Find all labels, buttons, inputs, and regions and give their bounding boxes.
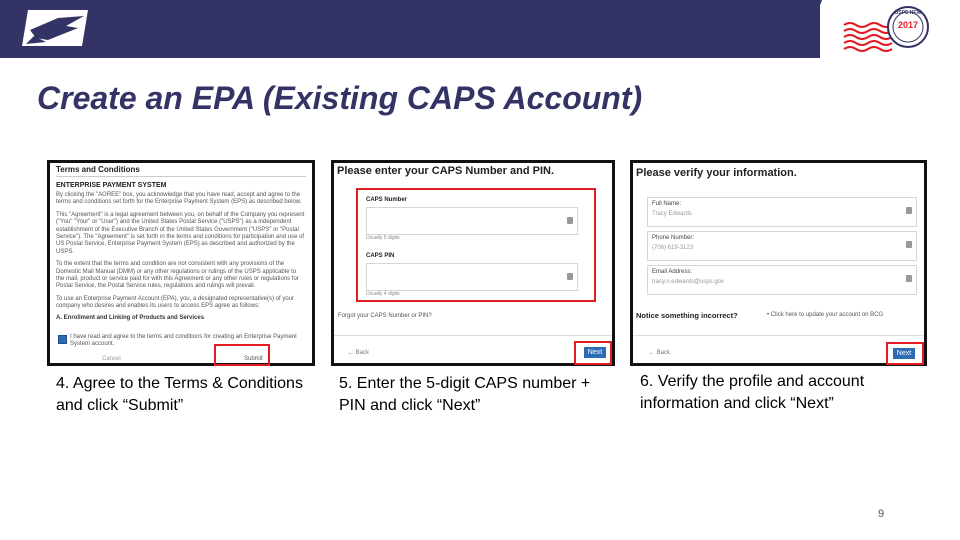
caps-back-button[interactable]: ← Back <box>348 350 370 356</box>
agree-checkbox[interactable] <box>58 335 67 344</box>
header-navy-slant <box>800 0 822 58</box>
terms-section-heading: A. Enrollment and Linking of Products and Services <box>56 314 205 321</box>
email-field <box>647 265 917 295</box>
full-name-field <box>647 197 917 227</box>
verify-form <box>641 193 917 303</box>
caps-footer-divider <box>334 335 612 336</box>
caption-step-4: 4. Agree to the Terms & Conditions and click “Submit” <box>56 375 303 414</box>
stamp-text: USPS NEW <box>894 10 922 16</box>
terms-para-2: This "Agreement" is a legal agreement between you, on behalf of the Company you represent ("You" "Your" or "User") and the United States Postal Service ("USPS") as a independent establishment of the Executive Branch of the United States Government ("USPS" or "Postal Service"). The "Agreement" is set forth in the terms and conditions for participation and use of US Postal Service, Enterprise Payment System (EPS) as described and authorized by the USPS. <box>56 211 305 255</box>
caps-pin-label: CAPS PIN <box>366 253 395 259</box>
terms-subheading: ENTERPRISE PAYMENT SYSTEM <box>56 182 167 189</box>
page-title: Create an EPA (Existing CAPS Account) <box>37 80 643 116</box>
phone-field <box>647 231 917 261</box>
cancel-button[interactable]: Cancel <box>102 356 121 362</box>
highlight-caps-next <box>574 341 612 365</box>
phone-value: (706) 619-3123 <box>652 245 694 251</box>
notice-text: Notice something incorrect? <box>636 311 738 320</box>
caption-step-5: 5. Enter the 5-digit CAPS number + PIN and click “Next” <box>339 375 591 414</box>
terms-divider <box>56 176 306 177</box>
lock-icon <box>906 241 912 248</box>
stamp-year: 2017 <box>897 20 919 30</box>
email-value: tracy.n.edwards@usps.gov <box>652 279 725 285</box>
highlight-caps-form <box>356 188 596 302</box>
caps-heading: Please enter your CAPS Number and PIN. <box>337 165 555 177</box>
verify-back-button[interactable]: ← Back <box>649 350 671 356</box>
screenshot-terms-panel <box>47 160 315 366</box>
caps-pin-hint: Usually 4 digits <box>366 291 400 297</box>
usps-eagle-logo-icon <box>18 6 90 52</box>
agree-checkbox-label: I have read and agree to the terms and conditions for creating an Enterprise Payment System account. <box>70 334 297 348</box>
phone-label: Phone Number: <box>652 235 695 241</box>
full-name-label: Full Name: <box>652 201 682 207</box>
terms-heading: Terms and Conditions <box>56 165 140 174</box>
page-number: 9 <box>878 508 885 520</box>
verify-footer-divider <box>633 335 924 336</box>
full-name-value: Tracy Edwards <box>652 211 692 217</box>
highlight-verify-next <box>886 342 924 365</box>
highlight-submit <box>214 344 270 366</box>
caption-step-6: 6. Verify the profile and account information and click “Next” <box>640 373 865 412</box>
submit-button[interactable]: Submit <box>244 356 263 362</box>
screenshot-verify-panel <box>630 160 927 366</box>
caps-number-hint: Usually 5 digits <box>366 235 400 241</box>
terms-body <box>56 192 306 325</box>
caps-next-button[interactable]: Next <box>584 347 606 358</box>
header-bar <box>0 0 960 58</box>
verify-heading: Please verify your information. <box>636 167 797 179</box>
caps-number-label: CAPS Number <box>366 197 408 203</box>
verify-next-button[interactable]: Next <box>893 348 915 359</box>
update-account-link[interactable]: • Click here to update your account on BCG <box>767 312 884 318</box>
terms-para-1: By clicking the "AGREE" box, you acknowledge that you have read, accept and agree to the terms and conditions set forth for the Enterprise Payment System (EPS) as described below. <box>56 192 302 206</box>
terms-para-4: To use an Enterprise Payment Account (EPA), you, a designated representative(s) of your company who desires and enables its users to access EPS agree as follows: <box>56 295 295 310</box>
forgot-caps-link[interactable]: Forgot your CAPS Number or PIN? <box>338 313 432 319</box>
lock-icon <box>906 275 912 282</box>
lock-icon <box>906 207 912 214</box>
terms-para-3: To the extent that the terms and condition are not consistent with any provisions of the Domestic Mail Manual (DMM) or any other regulations or rulings of the USPS applicable to the mail, product or service paid for with this Agreement or any other rules or regulations for Postal Service, the Postal Service rules, regulations and rulings will prevail. <box>56 261 299 290</box>
email-label: Email Address: <box>652 269 693 275</box>
header-navy-band <box>0 0 820 58</box>
